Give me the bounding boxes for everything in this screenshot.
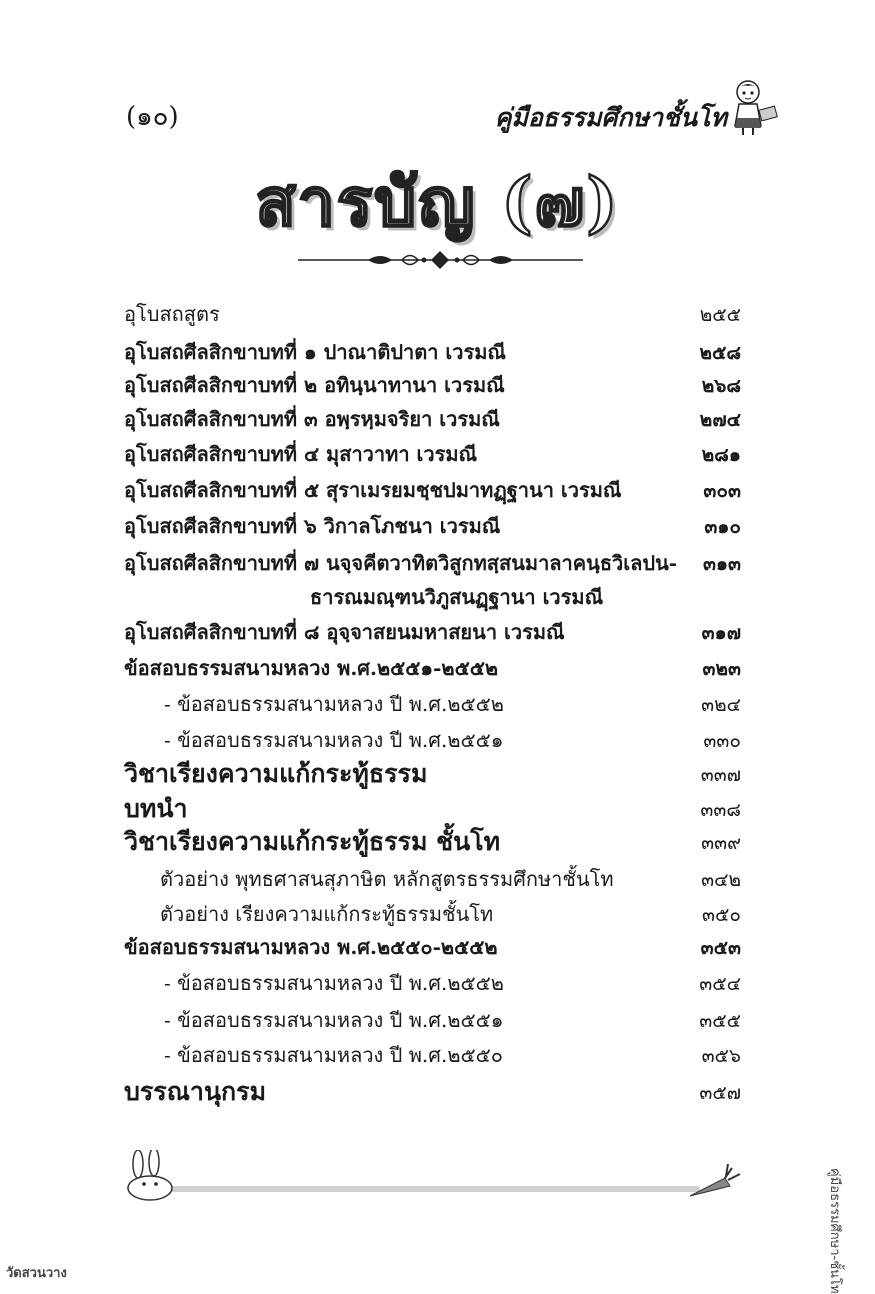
page-title: สารบัญ (๗) [255,163,620,241]
toc-page-number: ๓๑๓ [702,553,741,575]
toc-entry-label [124,438,477,470]
toc-page-number: ๓๐๓ [703,480,741,502]
toc-entry-label [160,863,614,895]
toc-entry-label [164,688,504,720]
toc-page-number: ๓๓๗ [700,764,741,786]
toc-entry-text: อุโบสถศีลสิกขาบทที่ ๓ อพฺรหฺมจริยา เวรมณี [124,407,500,431]
toc-entry-text: ข้อสอบธรรมสนามหลวง พ.ศ.๒๕๕๐-๒๕๕๒ [124,935,498,959]
toc-row [124,547,741,609]
toc-page-number: ๓๓๐ [703,730,741,752]
toc-entry-text: ตัวอย่าง พุทธศาสนสุภาษิต หลักสูตรธรรมศึกษาชั้นโท [160,867,614,891]
toc-page-number: ๒๕๘ [699,342,741,364]
toc-row [124,369,741,403]
toc-row [124,336,741,370]
watermark: วัดสวนวาง [6,1266,67,1281]
toc-entry-text: - ข้อสอบธรรมสนามหลวง ปี พ.ศ.๒๕๕๒ [164,692,504,716]
toc-entry-label [124,369,505,401]
toc-entry-label [124,1072,266,1112]
toc-row [124,474,741,508]
toc-entry-label [164,724,503,756]
toc-entry-text: ตัวอย่าง เรียงความแก้กระทู้ธรรมชั้นโท [160,902,494,926]
toc-entry-label [124,652,498,684]
toc-row [124,438,741,472]
toc-page-number: ๒๗๔ [699,409,741,431]
toc-entry-label [124,403,500,435]
toc-entry-label [164,967,504,999]
toc-entry-text: วิชาเรียงความแก้กระทู้ธรรม [124,759,428,788]
toc-page-number: ๓๒๔ [701,694,741,716]
toc-row [124,1076,741,1110]
toc-entry-text: อุโบสถศีลสิกขาบทที่ ๘ อุจฺจาสยนมหาสยนา เวรมณี [124,620,565,644]
toc-entry-text: อุโบสถศีลสิกขาบทที่ ๔ มุสาวาทา เวรมณี [124,442,478,466]
toc-entry-text: - ข้อสอบธรรมสนามหลวง ปี พ.ศ.๒๕๕๐ [164,1043,503,1067]
toc-page-number: ๓๓๙ [701,832,741,854]
toc-entry-text: อุโบสถศีลสิกขาบทที่ ๖ วิกาลโภชนา เวรมณี [124,514,501,538]
toc-entry-label [164,1039,503,1071]
toc-row [124,298,741,332]
toc-entry-label [124,298,220,330]
toc-page-number: ๒๖๘ [701,375,741,397]
toc-entry-label [124,336,506,368]
toc-entry-label [124,931,498,963]
toc-row [124,967,741,1001]
toc-row [124,826,741,860]
rabbit-carrot-footer-icon [120,1150,745,1206]
toc-row [124,1039,741,1073]
toc-page-number: ๓๕๓ [700,937,741,959]
toc-page-number: ๓๑๐ [704,516,741,538]
toc-page-number: ๓๓๘ [700,799,741,821]
page-number: (๑๐) [126,102,179,132]
toc-row [124,724,741,758]
toc-page-number: ๓๔๒ [701,869,741,891]
toc-page-number: ๓๕๔ [699,973,741,995]
toc-row [124,510,741,544]
toc-row [124,1004,741,1038]
toc-entry-text: บทนำ [124,794,188,823]
toc-entry-text: อุโบสถสูตร [124,302,220,326]
toc-entry-label [160,898,493,930]
side-note: คู่มือธรรมศึกษา-ชั้นโท [827,1168,842,1294]
toc-row [124,403,741,437]
toc-entry-label [164,1004,503,1036]
toc-page-number: ๒๘๑ [701,444,741,466]
toc-row [124,758,741,792]
toc-page-number: ๓๑๗ [701,622,741,644]
toc-page-number: ๓๕๗ [699,1082,741,1104]
toc-entry-text: บรรณานุกรม [124,1077,267,1106]
toc-page-number: ๓๒๓ [702,658,741,680]
toc-entry-text: - ข้อสอบธรรมสนามหลวง ปี พ.ศ.๒๕๕๑ [164,1008,504,1032]
toc-entry-text: อุโบสถศีลสิกขาบทที่ ๒ อทินฺนาทานา เวรมณี [124,373,505,397]
toc-page-number: ๓๕๐ [702,904,741,926]
toc-entry-text: ข้อสอบธรรมสนามหลวง พ.ศ.๒๕๕๑-๒๕๕๒ [124,656,499,680]
toc-row [124,898,741,932]
toc-page-number: ๓๕๖ [701,1045,741,1067]
toc-row [124,652,741,686]
toc-entry-label [124,547,678,609]
toc-entry-label [124,474,621,506]
toc-page-number: ๓๕๕ [699,1010,741,1032]
toc-entry-text: - ข้อสอบธรรมสนามหลวง ปี พ.ศ.๒๕๕๒ [164,971,504,995]
toc-entry-text: - ข้อสอบธรรมสนามหลวง ปี พ.ศ.๒๕๕๑ [164,728,504,752]
toc-entry-label [124,754,427,794]
toc-entry-label [124,510,500,542]
toc-entry-continuation: ธารณมณฺฑนวิภูสนฏฺฐานา เวรมณี [310,585,604,609]
toc-entry-text: อุโบสถศีลสิกขาบทที่ ๕ สุราเมรยมชฺชปมาทฏฺฐานา เวรมณี [124,478,622,502]
toc-entry-text: อุโบสถศีลสิกขาบทที่ ๗ นจฺจคีตวาทิตวิสูกทสฺสนมาลาคนฺธวิเลปน- [124,551,678,575]
toc-row [124,931,741,965]
toc-row [124,688,741,722]
toc-row [124,616,741,650]
toc-entry-text: อุโบสถศีลสิกขาบทที่ ๑ ปาณาติปาตา เวรมณี [124,340,506,364]
toc-entry-label [124,822,500,862]
toc-entry-text: วิชาเรียงความแก้กระทู้ธรรม ชั้นโท [124,827,501,856]
toc-entry-label [124,616,565,648]
book-title: คู่มือธรรมศึกษาชั้นโท [494,103,727,132]
toc-row [124,863,741,897]
toc-page-number: ๒๕๕ [699,304,741,326]
